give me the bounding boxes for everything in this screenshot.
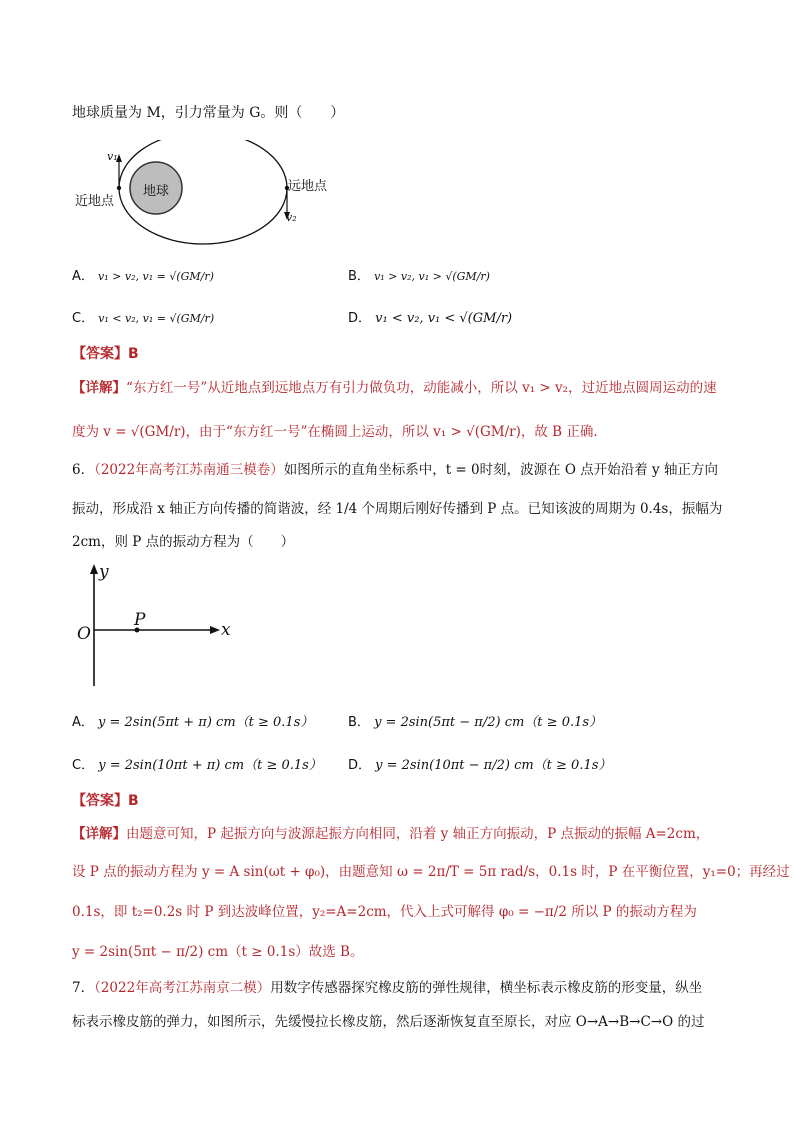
q7-number: 7． [72, 980, 95, 996]
q6-number: 6． [72, 462, 95, 478]
q5-option-c [72, 307, 214, 326]
perigee-label: 近地点 [75, 194, 115, 209]
x-axis-label: x [221, 620, 231, 640]
y-axis-label: y [99, 562, 109, 582]
origin-label: O [77, 624, 91, 644]
q5-option-d-text: v₁ < v₂, v₁ < √(GM/r) [375, 311, 513, 326]
v2-label: v₂ [286, 211, 297, 224]
q6-detail-line1 [72, 822, 709, 842]
q6-source: （2022年高考江苏南通三模卷） [94, 462, 284, 478]
q5-detail-text2b: ，由于“东方红一号”在椭圆上运动，所以 v₁ > √(GM/r)，故 B 正确. [185, 424, 598, 440]
q7-line2: 标表示橡皮筋的弹力，如图所示，先缓慢拉长橡皮筋，然后逐渐恢复直至原长，对应 O→A→B→C→O 的过 [72, 1014, 705, 1030]
q6-option-b-text: y = 2sin(5πt − π/2) cm（t ≥ 0.1s） [374, 715, 603, 730]
q6-stem-line2: 振动，形成沿 x 轴正方向传播的简谐波，经 1/4 个周期后刚好传播到 P 点。已知该波的周期为 0.4s，振幅为 [72, 501, 723, 517]
q6-stem-line3: 2cm，则 P 点的振动方程为（ ） [72, 534, 295, 550]
q6-option-a [72, 711, 313, 730]
q6-option-d-text: y = 2sin(10πt − π/2) cm（t ≥ 0.1s） [375, 758, 612, 773]
point-p-label: P [134, 610, 146, 630]
q6-stem-line1 [72, 458, 718, 478]
q5-option-a-text: v₁ > v₂, v₁ = √(GM/r) [98, 270, 214, 283]
q5-option-a-letter: A． [72, 269, 94, 284]
q6-detail-line2: 设 P 点的振动方程为 y = A sin(ωt + φ₀)，由题意知 ω = 2π/T = 5π rad/s，0.1s 时，P 在平衡位置，y₁=0；再经过 [72, 864, 790, 880]
q5-detail-line2 [72, 420, 598, 440]
v1-label: v₁ [107, 150, 118, 163]
q5-option-b-letter: B． [348, 269, 370, 284]
q6-detail-text1: 由题意可知，P 起振方向与波源起振方向相同，沿着 y 轴正方向振动，P 点振动的振幅 A=2cm， [126, 826, 710, 842]
q6-stem1: 如图所示的直角坐标系中，t = 0时刻，波源在 O 点开始沿着 y 轴正方向 [283, 462, 718, 478]
q6-option-c-letter: C． [72, 758, 95, 773]
q7-line1 [72, 976, 702, 996]
q6-option-c-text: y = 2sin(10πt + π) cm（t ≥ 0.1s） [98, 758, 322, 773]
q6-detail-label: 【详解】 [72, 826, 126, 842]
q6-answer: 【答案】B [72, 793, 139, 809]
q6-detail-line4: y = 2sin(5πt − π/2) cm（t ≥ 0.1s）故选 B。 [72, 944, 364, 960]
q5-option-a [72, 265, 214, 284]
q5-option-c-text: v₁ < v₂, v₁ = √(GM/r) [98, 312, 215, 325]
q5-option-d [348, 307, 512, 326]
q6-option-b-letter: B． [348, 715, 370, 730]
q6-option-d [348, 754, 611, 773]
q7-source: （2022年高考江苏南京二模） [94, 980, 271, 996]
apogee-label: 远地点 [288, 179, 328, 194]
q5-detail-label: 【详解】 [72, 380, 126, 396]
q6-option-a-letter: A． [72, 715, 94, 730]
q5-detail-text2a: 度为 v = √(GM/r) [72, 424, 186, 440]
q6-option-a-text: y = 2sin(5πt + π) cm（t ≥ 0.1s） [98, 715, 314, 730]
q5-option-d-letter: D． [348, 311, 372, 326]
q7-text1: 用数字传感器探究橡皮筋的弹性规律，横坐标表示橡皮筋的形变量，纵坐 [270, 980, 703, 996]
q6-option-b [348, 711, 602, 730]
q5-detail-line1 [72, 376, 717, 396]
q5-answer: 【答案】B [72, 346, 139, 362]
wave-axes-diagram [72, 560, 242, 690]
q6-option-d-letter: D． [348, 758, 372, 773]
q5-detail-text1: “东方红一号”从近地点到远地点万有引力做负功，动能减小，所以 v₁ > v₂，过近地点圆周运动的速 [126, 380, 717, 396]
q6-option-c [72, 754, 322, 773]
q5-option-b-text: v₁ > v₂, v₁ > √(GM/r) [374, 270, 490, 283]
q5-stem: 地球质量为 M，引力常量为 G。则（ ） [72, 105, 345, 121]
q5-option-c-letter: C． [72, 311, 95, 326]
q5-option-b [348, 265, 490, 284]
q6-detail-line3: 0.1s，即 t₂=0.2s 时 P 到达波峰位置，y₂=A=2cm，代入上式可解得 φ₀ = −π/2 所以 P 的振动方程为 [72, 904, 697, 920]
earth-label: 地球 [143, 184, 170, 199]
